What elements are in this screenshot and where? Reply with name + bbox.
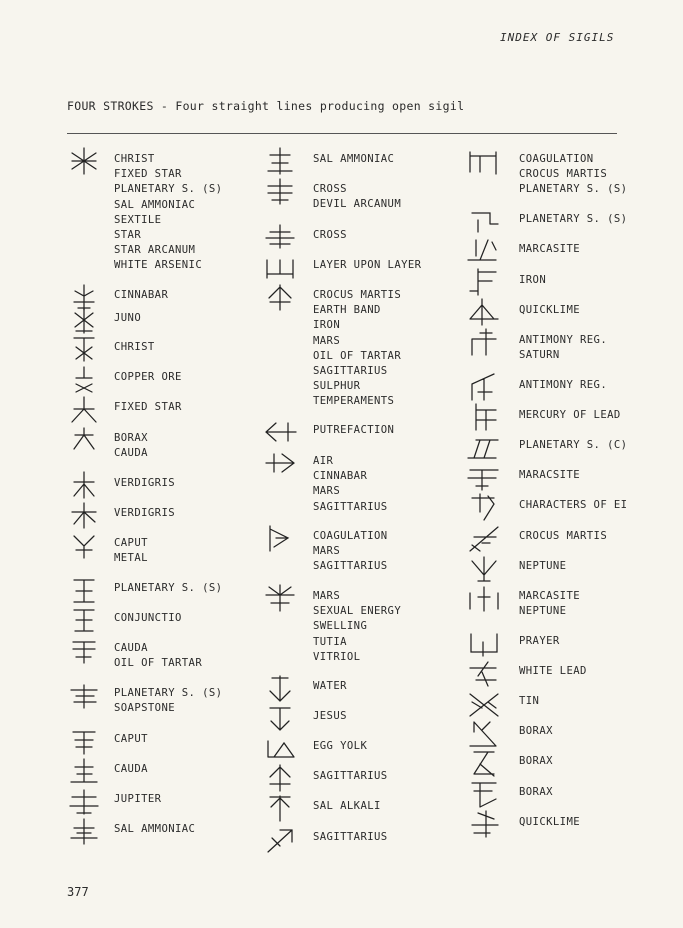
sigil-glyph-icon [466,372,502,402]
neptune-sigil [472,557,496,581]
sigil-label: JESUS [313,710,347,722]
sigil-glyph-icon [466,236,502,266]
page-number: 377 [67,885,89,899]
sigil-glyph-icon [262,824,298,854]
sigil-label: JUPITER [114,793,162,805]
sigil-glyph-icon [262,176,298,206]
section-heading: FOUR STROKES - Four straight lines producing open sigil [67,99,465,113]
sigil-label: SAL AMMONIAC [114,823,196,835]
sigil-label-list [519,529,607,544]
sigil-label: SULPHUR [313,380,361,393]
sigil-glyph-icon [262,673,298,703]
sigil-label: WHITE LEAD [519,665,587,677]
sigil-glyph-icon [466,523,502,553]
sigil-label: MARCASITE [519,590,581,602]
mercury-of-lead-sigil [476,404,496,430]
sigil-label-list [313,258,421,273]
air-sigil [266,454,294,472]
sal-ammoniac-sigil-b [268,148,292,174]
sigil-label: CROCUS MARTIS [519,530,608,542]
sigil-glyph-icon [66,470,102,500]
sigil-label: JUNO [114,312,142,324]
sigil-glyph-icon [262,146,298,176]
sigil-glyph-icon [466,402,502,432]
cross-sigil [266,225,294,248]
sigil-glyph-icon [66,680,102,710]
sigil-glyph-icon [262,703,298,733]
sigil-label-list [519,303,580,318]
sigil-label-list [519,468,580,483]
sigil-label-list [114,762,148,777]
sal-alkali-sigil [270,796,290,821]
sigil-label: SATURN [519,349,560,362]
sigil-label-list [519,785,553,800]
sigil-label: QUICKLIME [519,816,581,828]
sigil-label: SAL AMMONIAC [114,198,196,211]
sigil-label-list [519,152,627,198]
planetary-s-c-sigil [468,440,498,458]
characters-sigil [472,494,494,520]
sigil-label-list [114,536,148,566]
tin-sigil [470,694,498,716]
sigil-glyph-icon [466,462,502,492]
sigil-label-list [114,370,182,385]
sigil-glyph-icon [466,779,502,809]
sigil-label-list [519,634,560,649]
sigil-glyph-icon [466,658,502,688]
sigil-label: STAR ARCANUM [114,244,196,257]
caput-metal-sigil [74,536,94,558]
borax-cauda-sigil [74,428,94,449]
sigil-label: PLANETARY S. (S) [114,582,223,594]
sigil-label-list [313,423,394,438]
sigil-label: SAL AMMONIAC [313,153,395,165]
sigil-label: PRAYER [519,635,560,647]
sigil-label-list [519,559,566,574]
sigil-label: CAUDA [114,447,148,460]
sigil-label: WATER [313,680,347,692]
soapstone-sigil [71,685,97,708]
sigil-label: SWELLING [313,620,368,633]
cross-devil-sigil [268,179,292,204]
sigil-label-list [114,431,148,461]
borax-sigil-c [472,783,496,807]
sigil-glyph-icon [466,432,502,462]
sigil-glyph-icon [466,748,502,778]
sigil-glyph-icon [466,809,502,839]
sigil-label: SAGITTARIUS [313,770,388,782]
sigil-label: CROCUS MARTIS [313,289,402,301]
layer-upon-layer-sigil [267,260,293,278]
sigil-label-list [519,408,621,423]
horizontal-rule [67,133,617,134]
sigil-label-list [519,664,587,679]
sigil-glyph-icon [466,267,502,297]
sigil-label-list [313,589,401,665]
sigil-label-list [114,506,175,521]
sigil-label: TEMPERAMENTS [313,395,395,408]
sigil-label-list [313,679,347,694]
sigil-label: CINNABAR [114,289,169,301]
sigil-label-list [114,732,148,747]
sigil-label: ANTIMONY REG. [519,334,608,346]
sigil-glyph-icon [262,523,298,553]
sigil-label: OIL OF TARTAR [114,657,203,670]
sigil-label-list [313,709,347,724]
sigil-label: CHARACTERS OF EI [519,499,628,511]
sigil-label-list [313,739,367,754]
coagulation-sigil-a [270,526,288,551]
sigil-glyph-icon [66,635,102,665]
sigil-label: LAYER UPON LAYER [313,259,422,271]
sagittarius-sigil-a [270,765,290,791]
sigil-label: MARS [313,485,341,498]
sigil-label: PLANETARY S. (S) [114,687,223,699]
borax-sigil-a [470,722,496,746]
sigil-label-list [519,815,580,830]
sigil-label: CAPUT [114,733,148,745]
sigil-label: BORAX [519,725,553,737]
sigil-label: SAGITTARIUS [313,365,388,378]
sigil-label: MARS [313,545,341,558]
sigil-label-list [114,641,202,671]
water-sigil [270,676,290,701]
sigil-label: BORAX [519,755,553,767]
prayer-sigil [471,634,497,656]
sigil-label-list [114,792,161,807]
sigil-glyph-icon [66,425,102,455]
antimony-saturn-sigil [472,329,496,355]
iron-sigil [470,269,496,295]
sigil-label: FIXED STAR [114,401,182,413]
sigil-label: VERDIGRIS [114,477,176,489]
sigil-label-list [114,822,195,837]
sigil-label-list [519,378,607,393]
sigil-label: CROSS [313,229,347,241]
sigil-label: COAGULATION [313,530,388,542]
copper-ore-sigil [76,367,92,392]
sigil-glyph-icon [66,334,102,364]
sigil-label: STAR [114,229,142,242]
sigil-label: OIL OF TARTAR [313,349,402,362]
sigil-glyph-icon [466,297,502,327]
sigil-label: SAGITTARIUS [313,560,388,573]
crocus-martis-sigil-a [269,285,291,310]
sigil-glyph-icon [262,417,298,447]
verdigris-sigil-a [74,472,94,498]
sigil-glyph-icon [66,726,102,756]
sigil-label-list [313,799,381,814]
sigil-glyph-icon [66,364,102,394]
sigil-label: WHITE ARSENIC [114,259,203,272]
sigil-glyph-icon [66,530,102,560]
sigil-label-list [519,212,627,227]
crocus-martis-sigil-b [470,527,498,551]
sigil-label: CAPUT [114,537,148,549]
sigil-label: PLANETARY S. (S) [114,183,223,196]
sigil-label-list [519,242,580,257]
caput-sigil [73,732,95,754]
sigil-glyph-icon [466,327,502,357]
sigil-label-list [313,182,401,212]
sigil-glyph-icon [466,492,502,522]
sigil-label-list [114,288,168,303]
planetary-s-sigil [74,580,94,602]
quicklime-sigil-b [472,811,498,837]
sigil-glyph-icon [466,718,502,748]
quicklime-sigil-a [470,299,498,325]
sigil-glyph-icon [262,448,298,478]
sigil-label: CAUDA [114,642,148,654]
sigil-label: MARS [313,334,341,347]
jupiter-sigil [70,790,98,814]
sigil-glyph-icon [262,252,298,282]
sigil-glyph-icon [466,206,502,236]
sigil-label: TUTIA [313,635,347,648]
sigil-label-list [519,694,539,709]
sigil-glyph-icon [66,305,102,335]
sigil-label: VITRIOL [313,650,361,663]
sigil-glyph-icon [262,583,298,613]
sigil-label-list [114,340,155,355]
sigil-label: EGG YOLK [313,740,368,752]
sigil-label: SOAPSTONE [114,702,176,715]
sigil-label-list [114,581,222,596]
sigil-label: MARACSITE [519,469,581,481]
sigil-glyph-icon [466,688,502,718]
sigil-glyph-icon [66,756,102,786]
sigil-label: SAL ALKALI [313,800,381,812]
sigil-glyph-icon [262,733,298,763]
sigil-label: AIR [313,455,334,467]
verdigris-sigil-b [72,503,96,528]
sigil-label: EARTH BAND [313,304,381,317]
egg-yolk-sigil [268,741,294,757]
sigil-label: CHRIST [114,153,155,165]
sigil-label: MARCASITE [519,243,581,255]
sigil-label-list [519,273,546,288]
sigil-glyph-icon [262,763,298,793]
sigil-label-list [114,400,182,415]
sigil-label-list [313,769,388,784]
sigil-label-list [114,686,222,716]
white-lead-sigil [470,662,496,686]
sigil-label-list [313,454,388,515]
conjunctio-sigil [74,610,94,631]
sigil-label: CROSS [313,183,347,195]
marcasite-sigil [468,240,496,260]
sigil-label: COAGULATION [519,153,594,165]
sigil-label: PLANETARY S. (C) [519,439,628,451]
coagulation-sigil-b [470,152,496,174]
maracsite-sigil [468,470,498,490]
sigil-glyph-icon [466,583,502,613]
sigil-label-list [114,476,175,491]
sigil-label: FIXED STAR [114,168,182,181]
putrefaction-sigil [266,423,296,441]
sigil-label-list [519,724,553,739]
cauda-sigil [71,759,97,782]
sigil-label-list [114,611,182,626]
sigil-label: SAGITTARIUS [313,831,388,843]
sigil-label-list [114,152,222,274]
sigil-label: CHRIST [114,341,155,353]
sigil-label-list [313,228,347,243]
sigil-label-list [519,754,553,769]
sigil-label-list [519,589,580,619]
juno-sigil [75,308,93,333]
sigil-label: BORAX [519,786,553,798]
sigil-label: CROCUS MARTIS [519,168,608,181]
mars-sigil [266,585,294,611]
sigil-label: MARS [313,590,341,602]
sigil-label: PLANETARY S. (S) [519,183,628,196]
sigil-glyph-icon [466,146,502,176]
sigil-label: BORAX [114,432,148,444]
sigil-label: PLANETARY S. (S) [519,213,628,225]
sal-ammoniac-sigil-a [71,819,97,844]
sigil-label-list [519,498,627,513]
sigil-glyph-icon [66,816,102,846]
sigil-label-list [114,311,141,326]
sigil-label: PUTREFACTION [313,424,395,436]
sigil-glyph-icon [466,553,502,583]
sigil-glyph-icon [262,793,298,823]
sigil-label: ANTIMONY REG. [519,379,608,391]
sigil-label: CONJUNCTIO [114,612,182,624]
sigil-label: IRON [313,319,341,332]
sigil-label: COPPER ORE [114,371,182,383]
sigil-label-list [519,438,627,453]
sigil-label-list [519,333,607,363]
marcasite-neptune-sigil [470,587,498,611]
sigil-label: QUICKLIME [519,304,581,316]
page-header-title: INDEX OF SIGILS [500,31,615,44]
sigil-label: DEVIL ARCANUM [313,198,402,211]
antimony-sigil [472,374,494,400]
sigil-label-list [313,529,388,575]
sigil-glyph-icon [262,282,298,312]
sigil-label-list [313,152,394,167]
sigil-glyph-icon [262,222,298,252]
sigil-label: MERCURY OF LEAD [519,409,621,421]
sigil-label: SAGITTARIUS [313,500,388,513]
sigil-label-list [313,288,401,410]
planetary-s-sigil-b [472,213,498,232]
borax-sigil-b [474,752,494,776]
sigil-glyph-icon [66,605,102,635]
sigil-label: METAL [114,552,148,565]
sigil-label: VERDIGRIS [114,507,176,519]
sigil-glyph-icon [66,146,102,176]
sigil-label: IRON [519,274,547,286]
jesus-sigil [270,708,290,730]
sigil-label: CAUDA [114,763,148,775]
sigil-label: CINNABAR [313,470,368,483]
sigil-label: NEPTUNE [519,560,567,572]
sigil-label: TIN [519,695,540,707]
sigil-label: NEPTUNE [519,605,567,618]
sigil-label-list [313,830,388,845]
sigil-glyph-icon [466,628,502,658]
sagittarius-sigil-b [268,830,292,852]
asterisk-six-ray-sigil [72,148,96,174]
sigil-glyph-icon [66,575,102,605]
christ-sigil [74,338,94,361]
sigil-label: SEXUAL ENERGY [313,605,402,618]
cauda-oil-sigil [73,642,95,663]
sigil-glyph-icon [66,394,102,424]
sigil-label: SEXTILE [114,213,162,226]
sigil-glyph-icon [66,500,102,530]
fixed-star-sigil [72,397,96,422]
sigil-glyph-icon [66,786,102,816]
